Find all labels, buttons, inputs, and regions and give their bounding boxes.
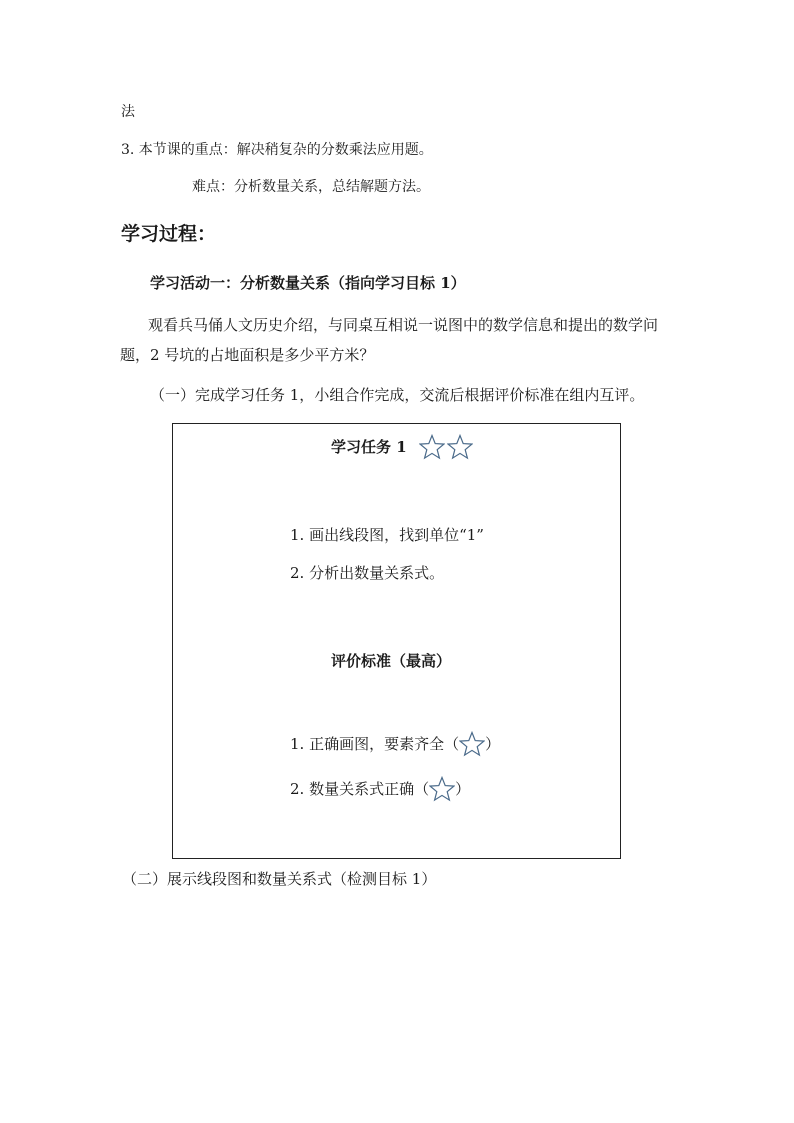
star-outline-icon [429, 776, 455, 802]
criteria-item-2-text: 2. 数量关系式正确（ [290, 779, 430, 798]
criteria-title: 评价标准（最高） [331, 652, 452, 670]
criteria-item-1-close: ） [485, 734, 501, 753]
activity-heading: 学习活动一：分析数量关系（指向学习目标 1） [150, 274, 466, 292]
task-item-1: 1. 画出线段图，找到单位“1” [290, 526, 484, 544]
step-one-line: （一）完成学习任务 1，小组合作完成，交流后根据评价标准在组内互评。 [150, 386, 645, 404]
task-box [172, 423, 621, 859]
key-point-line: 3. 本节课的重点：解决稍复杂的分数乘法应用题。 [121, 142, 433, 158]
text-line-fa: 法 [121, 104, 135, 120]
task-title [331, 434, 473, 460]
paragraph-line-2: 题，2 号坑的占地面积是多少平方米？ [120, 346, 375, 364]
criteria-item-1 [290, 731, 500, 757]
task-item-2: 2. 分析出数量关系式。 [290, 564, 445, 582]
criteria-item-2 [290, 776, 470, 802]
task-title-label: 学习任务 1 [331, 437, 407, 456]
star-outline-icon [419, 434, 445, 460]
difficulty-line: 难点：分析数量关系，总结解题方法。 [192, 179, 430, 195]
criteria-item-1-text: 1. 正确画图，要素齐全（ [290, 734, 460, 753]
step-two-line: （二）展示线段图和数量关系式（检测目标 1） [122, 870, 437, 888]
star-outline-icon [459, 731, 485, 757]
paragraph-line-1: 观看兵马俑人文历史介绍，与同桌互相说一说图中的数学信息和提出的数学问 [148, 316, 659, 334]
star-outline-icon [447, 434, 473, 460]
section-heading: 学习过程： [121, 223, 217, 245]
criteria-item-2-close: ） [455, 779, 471, 798]
